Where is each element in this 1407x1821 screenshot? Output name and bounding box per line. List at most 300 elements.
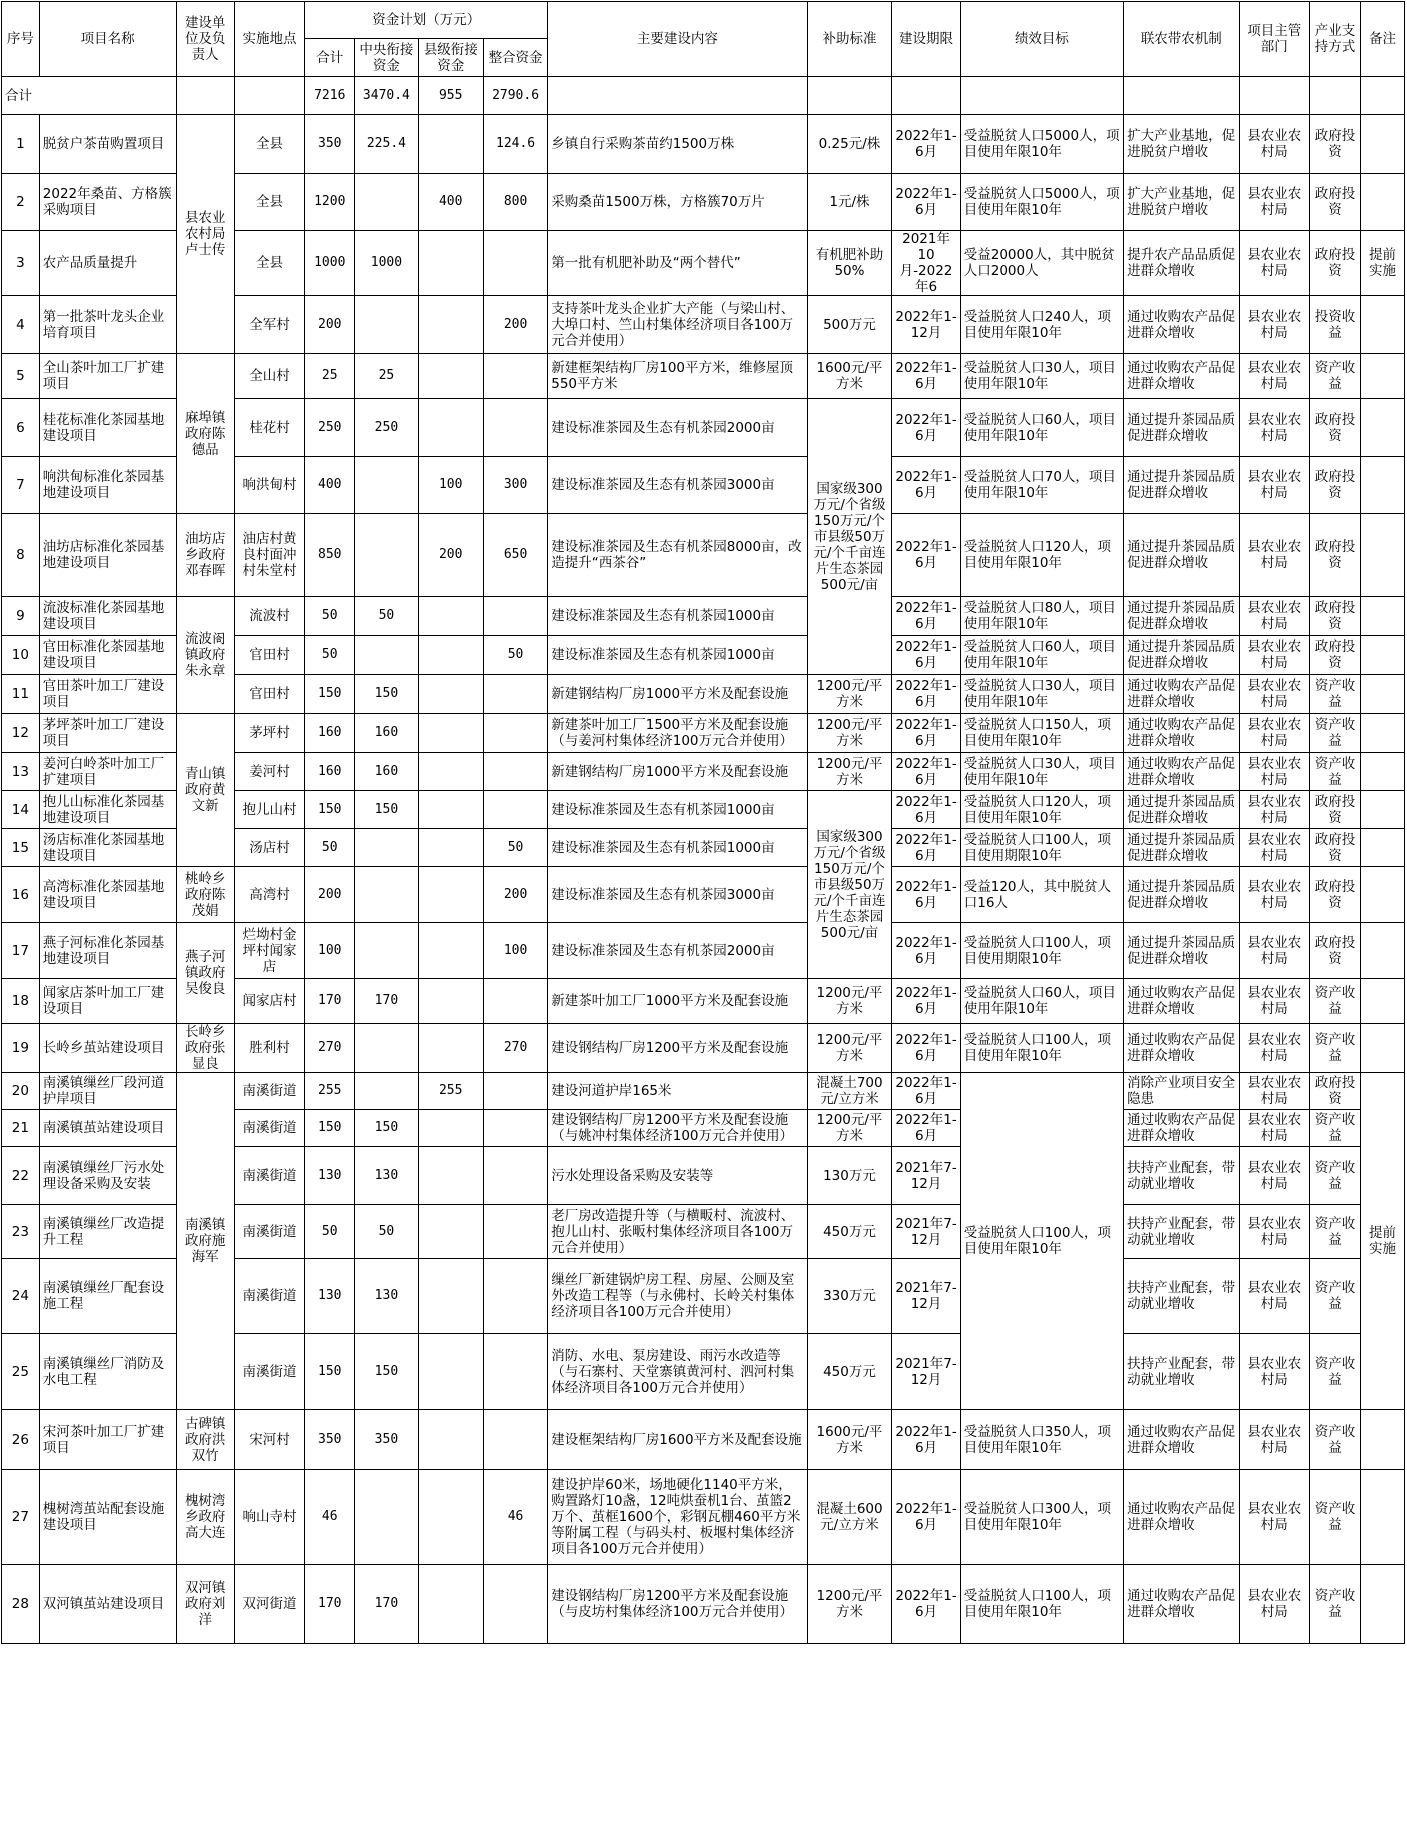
subsidy-standard: 混凝土700元/立方米 — [807, 1073, 892, 1110]
fund-integrated — [483, 1110, 547, 1147]
location: 流波村 — [234, 597, 304, 636]
header-row-1 — [2, 2, 1405, 39]
support-mode: 政府投资 — [1309, 231, 1360, 296]
performance-target: 受益脱贫人口120人，项目使用年限10年 — [960, 514, 1123, 597]
row-no: 21 — [2, 1110, 40, 1147]
fund-central — [355, 829, 418, 867]
remark — [1361, 636, 1405, 675]
fund-integrated: 200 — [483, 296, 547, 354]
farmer-mechanism: 通过提升茶园品质促进群众增收 — [1124, 636, 1239, 675]
period: 2022年1-6月 — [892, 115, 960, 174]
project-name: 汤店标准化茶园基地建设项目 — [39, 829, 176, 867]
main-content: 建设标准茶园及生态有机茶园1000亩 — [548, 791, 807, 829]
project-name: 槐树湾茧站配套设施建设项目 — [39, 1470, 176, 1565]
fund-integrated — [483, 1073, 547, 1110]
fund-central — [355, 174, 418, 231]
department: 县农业农村局 — [1239, 675, 1309, 714]
location: 全军村 — [234, 296, 304, 354]
fund-central: 350 — [355, 1410, 418, 1470]
project-name: 长岭乡茧站建设项目 — [39, 1024, 176, 1073]
remark — [1361, 174, 1405, 231]
header-total: 合计 — [305, 39, 355, 77]
fund-total: 46 — [305, 1470, 355, 1565]
fund-total: 200 — [305, 296, 355, 354]
fund-total: 250 — [305, 399, 355, 457]
main-content: 老厂房改造提升等（与横畈村、流波村、抱儿山村、张畈村集体经济项目各100万元合并使用） — [548, 1205, 807, 1259]
fund-integrated — [483, 231, 547, 296]
main-content: 建设标准茶园及生态有机茶园1000亩 — [548, 636, 807, 675]
period: 2022年1-6月 — [892, 457, 960, 514]
main-content: 建设标准茶园及生态有机茶园2000亩 — [548, 399, 807, 457]
fund-county — [418, 675, 483, 714]
fund-central: 160 — [355, 753, 418, 791]
row-no: 8 — [2, 514, 40, 597]
farmer-mechanism: 扶持产业配套，带动就业增收 — [1124, 1147, 1239, 1205]
construction-unit: 麻埠镇政府陈德品 — [176, 354, 234, 514]
project-name: 南溪镇缫丝厂段河道护岸项目 — [39, 1073, 176, 1110]
period: 2022年1-6月 — [892, 923, 960, 979]
location: 抱儿山村 — [234, 791, 304, 829]
fund-total: 270 — [305, 1024, 355, 1073]
period: 2021年7-12月 — [892, 1259, 960, 1334]
farmer-mechanism: 通过提升茶园品质促进群众增收 — [1124, 597, 1239, 636]
row-no: 17 — [2, 923, 40, 979]
fund-county: 255 — [418, 1073, 483, 1110]
farmer-mechanism: 通过提升茶园品质促进群众增收 — [1124, 457, 1239, 514]
farmer-mechanism: 提升农产品品质促进群众增收 — [1124, 231, 1239, 296]
department: 县农业农村局 — [1239, 1565, 1309, 1644]
period: 2021年10月-2022年6 — [892, 231, 960, 296]
department: 县农业农村局 — [1239, 714, 1309, 753]
fund-total: 25 — [305, 354, 355, 399]
fund-integrated — [483, 354, 547, 399]
main-content: 建设钢结构厂房1200平方米及配套设施（与皮坊村集体经济100万元合并使用） — [548, 1565, 807, 1644]
main-content: 第一批有机肥补助及“两个替代” — [548, 231, 807, 296]
fund-integrated — [483, 1259, 547, 1334]
support-mode: 资产收益 — [1309, 1024, 1360, 1073]
fund-central: 150 — [355, 1334, 418, 1410]
construction-unit: 油坊店乡政府邓春晖 — [176, 514, 234, 597]
fund-integrated: 200 — [483, 867, 547, 923]
fund-total: 50 — [305, 597, 355, 636]
main-content: 消防、水电、泵房建设、雨污水改造等（与石寨村、天堂寨镇黄河村、泗河村集体经济项目各100万元合并使用） — [548, 1334, 807, 1410]
location: 全县 — [234, 174, 304, 231]
fund-integrated — [483, 1410, 547, 1470]
department: 县农业农村局 — [1239, 1470, 1309, 1565]
period: 2021年7-12月 — [892, 1205, 960, 1259]
support-mode: 资产收益 — [1309, 1334, 1360, 1410]
department: 县农业农村局 — [1239, 354, 1309, 399]
support-mode: 政府投资 — [1309, 597, 1360, 636]
fund-county — [418, 597, 483, 636]
fund-county — [418, 115, 483, 174]
fund-total: 150 — [305, 1110, 355, 1147]
location: 南溪街道 — [234, 1259, 304, 1334]
farmer-mechanism: 通过收购农产品促进群众增收 — [1124, 714, 1239, 753]
department: 县农业农村局 — [1239, 923, 1309, 979]
header-mechanism: 联农带农机制 — [1124, 2, 1239, 77]
department: 县农业农村局 — [1239, 457, 1309, 514]
remark — [1361, 115, 1405, 174]
subsidy-standard: 450万元 — [807, 1334, 892, 1410]
farmer-mechanism: 通过收购农产品促进群众增收 — [1124, 753, 1239, 791]
header-subsidy: 补助标准 — [807, 2, 892, 77]
fund-county — [418, 791, 483, 829]
period: 2022年1-6月 — [892, 791, 960, 829]
table-row — [2, 514, 1405, 597]
fund-central: 160 — [355, 714, 418, 753]
main-content: 新建钢结构厂房1000平方米及配套设施 — [548, 675, 807, 714]
fund-total: 130 — [305, 1147, 355, 1205]
fund-integrated: 650 — [483, 514, 547, 597]
support-mode: 资产收益 — [1309, 1470, 1360, 1565]
period: 2022年1-6月 — [892, 174, 960, 231]
farmer-mechanism: 通过提升茶园品质促进群众增收 — [1124, 867, 1239, 923]
table-row — [2, 1410, 1405, 1470]
support-mode: 资产收益 — [1309, 354, 1360, 399]
construction-unit: 槐树湾乡政府高大连 — [176, 1470, 234, 1565]
main-content: 建设标准茶园及生态有机茶园3000亩 — [548, 867, 807, 923]
subsidy-standard: 0.25元/株 — [807, 115, 892, 174]
remark — [1361, 867, 1405, 923]
project-name: 响洪甸标准化茶园基地建设项目 — [39, 457, 176, 514]
fund-central: 150 — [355, 791, 418, 829]
main-content: 建设标准茶园及生态有机茶园2000亩 — [548, 923, 807, 979]
construction-unit: 燕子河镇政府吴俊良 — [176, 923, 234, 1024]
location: 南溪街道 — [234, 1073, 304, 1110]
row-no: 9 — [2, 597, 40, 636]
fund-integrated: 100 — [483, 923, 547, 979]
period: 2022年1-6月 — [892, 1565, 960, 1644]
header-integrated: 整合资金 — [483, 39, 547, 77]
header-unit: 建设单位及负责人 — [176, 2, 234, 77]
fund-total: 150 — [305, 1334, 355, 1410]
row-no: 6 — [2, 399, 40, 457]
period: 2022年1-12月 — [892, 296, 960, 354]
project-name: 高湾标准化茶园基地建设项目 — [39, 867, 176, 923]
fund-total: 100 — [305, 923, 355, 979]
construction-unit: 流波𬮤镇政府朱永章 — [176, 597, 234, 714]
fund-central — [355, 1470, 418, 1565]
row-no: 11 — [2, 675, 40, 714]
period: 2022年1-6月 — [892, 829, 960, 867]
header-no: 序号 — [2, 2, 40, 77]
main-content: 污水处理设备采购及安装等 — [548, 1147, 807, 1205]
location: 高湾村 — [234, 867, 304, 923]
fund-total: 130 — [305, 1259, 355, 1334]
farmer-mechanism: 通过收购农产品促进群众增收 — [1124, 1410, 1239, 1470]
fund-integrated — [483, 1205, 547, 1259]
performance-target: 受益脱贫人口300人，项目使用年限10年 — [960, 1470, 1123, 1565]
location: 闻家店村 — [234, 979, 304, 1024]
support-mode: 政府投资 — [1309, 115, 1360, 174]
location: 官田村 — [234, 675, 304, 714]
row-no: 10 — [2, 636, 40, 675]
performance-target: 受益脱贫人口30人，项目使用年限10年 — [960, 675, 1123, 714]
row-no: 18 — [2, 979, 40, 1024]
farmer-mechanism: 扶持产业配套，带动就业增收 — [1124, 1334, 1239, 1410]
summary-integrated: 2790.6 — [483, 77, 547, 115]
period: 2022年1-6月 — [892, 1470, 960, 1565]
header-county: 县级衔接资金 — [418, 39, 483, 77]
construction-unit: 县农业农村局卢士传 — [176, 115, 234, 354]
support-mode: 政府投资 — [1309, 174, 1360, 231]
project-name: 第一批茶叶龙头企业培育项目 — [39, 296, 176, 354]
subsidy-standard: 混凝土600元/立方米 — [807, 1470, 892, 1565]
department: 县农业农村局 — [1239, 829, 1309, 867]
main-content: 采购桑苗1500万株，方格簇70万片 — [548, 174, 807, 231]
subsidy-standard: 1200元/平方米 — [807, 753, 892, 791]
location: 油店村黄良村面冲村朱堂村 — [234, 514, 304, 597]
farmer-mechanism: 扶持产业配套，带动就业增收 — [1124, 1205, 1239, 1259]
farmer-mechanism: 通过提升茶园品质促进群众增收 — [1124, 923, 1239, 979]
header-support: 产业支持方式 — [1309, 2, 1360, 77]
row-no: 15 — [2, 829, 40, 867]
fund-county — [418, 296, 483, 354]
fund-total: 150 — [305, 791, 355, 829]
location: 官田村 — [234, 636, 304, 675]
fund-county — [418, 1259, 483, 1334]
header-target: 绩效目标 — [960, 2, 1123, 77]
period: 2022年1-6月 — [892, 1110, 960, 1147]
summary-central: 3470.4 — [355, 77, 418, 115]
subsidy-standard: 1200元/平方米 — [807, 979, 892, 1024]
fund-integrated: 300 — [483, 457, 547, 514]
fund-total: 50 — [305, 636, 355, 675]
project-name: 脱贫户茶苗购置项目 — [39, 115, 176, 174]
header-central: 中央衔接资金 — [355, 39, 418, 77]
department: 县农业农村局 — [1239, 514, 1309, 597]
project-name: 全山茶叶加工厂扩建项目 — [39, 354, 176, 399]
fund-integrated — [483, 597, 547, 636]
project-name: 油坊店标准化茶园基地建设项目 — [39, 514, 176, 597]
row-no: 7 — [2, 457, 40, 514]
subsidy-standard: 有机肥补助50% — [807, 231, 892, 296]
fund-county — [418, 979, 483, 1024]
period: 2021年7-12月 — [892, 1147, 960, 1205]
support-mode: 资产收益 — [1309, 1565, 1360, 1644]
construction-unit: 长岭乡政府张显良 — [176, 1024, 234, 1073]
fund-central: 1000 — [355, 231, 418, 296]
fund-integrated: 124.6 — [483, 115, 547, 174]
support-mode: 政府投资 — [1309, 829, 1360, 867]
row-no: 22 — [2, 1147, 40, 1205]
farmer-mechanism: 通过提升茶园品质促进群众增收 — [1124, 399, 1239, 457]
farmer-mechanism: 通过收购农产品促进群众增收 — [1124, 1565, 1239, 1644]
main-content: 缫丝厂新建锅炉房工程、房屋、公厕及室外改造工程等（与永佛村、长岭关村集体经济项目各100万元合并使用） — [548, 1259, 807, 1334]
performance-target: 受益脱贫人口350人，项目使用年限10年 — [960, 1410, 1123, 1470]
table-row — [2, 115, 1405, 174]
location: 全山村 — [234, 354, 304, 399]
department: 县农业农村局 — [1239, 867, 1309, 923]
row-no: 2 — [2, 174, 40, 231]
farmer-mechanism: 通过收购农产品促进群众增收 — [1124, 296, 1239, 354]
fund-integrated: 800 — [483, 174, 547, 231]
remark — [1361, 1470, 1405, 1565]
department: 县农业农村局 — [1239, 791, 1309, 829]
performance-target: 受益120人，其中脱贫人口16人 — [960, 867, 1123, 923]
support-mode: 资产收益 — [1309, 1410, 1360, 1470]
period: 2022年1-6月 — [892, 636, 960, 675]
remark — [1361, 399, 1405, 457]
remark — [1361, 1024, 1405, 1073]
performance-target: 受益脱贫人口70人，项目使用年限10年 — [960, 457, 1123, 514]
subsidy-standard: 1600元/平方米 — [807, 354, 892, 399]
department: 县农业农村局 — [1239, 753, 1309, 791]
remark — [1361, 597, 1405, 636]
subsidy-standard: 1200元/平方米 — [807, 1110, 892, 1147]
location: 全县 — [234, 231, 304, 296]
row-no: 5 — [2, 354, 40, 399]
main-content: 建设钢结构厂房1200平方米及配套设施（与姚冲村集体经济100万元合并使用） — [548, 1110, 807, 1147]
fund-central: 50 — [355, 597, 418, 636]
subsidy-standard: 500万元 — [807, 296, 892, 354]
fund-integrated — [483, 791, 547, 829]
support-mode: 政府投资 — [1309, 514, 1360, 597]
period: 2022年1-6月 — [892, 597, 960, 636]
fund-integrated — [483, 753, 547, 791]
summary-label: 合计 — [2, 77, 177, 115]
subsidy-standard: 1200元/平方米 — [807, 1024, 892, 1073]
period: 2022年1-6月 — [892, 1410, 960, 1470]
summary-row — [2, 77, 1405, 115]
fund-total: 850 — [305, 514, 355, 597]
location: 南溪街道 — [234, 1110, 304, 1147]
fund-county — [418, 1110, 483, 1147]
support-mode: 政府投资 — [1309, 457, 1360, 514]
subsidy-standard: 1600元/平方米 — [807, 1410, 892, 1470]
summary-county: 955 — [418, 77, 483, 115]
project-name: 2022年桑苗、方格簇采购项目 — [39, 174, 176, 231]
performance-target: 受益20000人，其中脱贫人口2000人 — [960, 231, 1123, 296]
farmer-mechanism: 通过收购农产品促进群众增收 — [1124, 1024, 1239, 1073]
location: 响洪甸村 — [234, 457, 304, 514]
period: 2021年7-12月 — [892, 1334, 960, 1410]
project-name: 农产品质量提升 — [39, 231, 176, 296]
support-mode: 政府投资 — [1309, 1073, 1360, 1110]
support-mode: 政府投资 — [1309, 867, 1360, 923]
performance-target: 受益脱贫人口30人，项目使用年限10年 — [960, 354, 1123, 399]
department: 县农业农村局 — [1239, 296, 1309, 354]
department: 县农业农村局 — [1239, 174, 1309, 231]
fund-integrated: 50 — [483, 636, 547, 675]
fund-total: 150 — [305, 675, 355, 714]
row-no: 27 — [2, 1470, 40, 1565]
farmer-mechanism: 扩大产业基地，促进脱贫户增收 — [1124, 174, 1239, 231]
main-content: 新建框架结构厂房100平方米，维修屋顶550平方米 — [548, 354, 807, 399]
header-name: 项目名称 — [39, 2, 176, 77]
support-mode: 资产收益 — [1309, 714, 1360, 753]
main-content: 建设护岸60米，场地硬化1140平方米，购置路灯10盏，12吨烘蚕机1台、茧篮2万个、茧框1600个，彩钢瓦棚460平方米等附属工程（与码头村、板堰村集体经济项目各100万元合并使用） — [548, 1470, 807, 1565]
fund-central: 250 — [355, 399, 418, 457]
fund-central: 150 — [355, 675, 418, 714]
department: 县农业农村局 — [1239, 231, 1309, 296]
performance-target: 受益脱贫人口30人，项目使用年限10年 — [960, 753, 1123, 791]
department: 县农业农村局 — [1239, 636, 1309, 675]
fund-county — [418, 636, 483, 675]
main-content: 支持茶叶龙头企业扩大产能（与梁山村、大埠口村、竺山村集体经济项目各100万元合并使用） — [548, 296, 807, 354]
performance-target: 受益脱贫人口5000人，项目使用年限10年 — [960, 174, 1123, 231]
location: 南溪街道 — [234, 1205, 304, 1259]
remark: 提前实施 — [1361, 1073, 1405, 1410]
fund-county — [418, 1147, 483, 1205]
project-name: 南溪镇缫丝厂消防及水电工程 — [39, 1334, 176, 1410]
period: 2022年1-6月 — [892, 714, 960, 753]
department: 县农业农村局 — [1239, 1410, 1309, 1470]
fund-integrated: 46 — [483, 1470, 547, 1565]
remark — [1361, 714, 1405, 753]
subsidy-standard: 国家级300万元/个省级150万元/个市县级50万元/个千亩连片生态茶园500元/亩 — [807, 399, 892, 675]
subsidy-standard: 450万元 — [807, 1205, 892, 1259]
project-name: 官田茶叶加工厂建设项目 — [39, 675, 176, 714]
remark — [1361, 979, 1405, 1024]
fund-central: 170 — [355, 1565, 418, 1644]
row-no: 19 — [2, 1024, 40, 1073]
location: 双河街道 — [234, 1565, 304, 1644]
fund-total: 160 — [305, 714, 355, 753]
performance-target: 受益脱贫人口120人，项目使用年限10年 — [960, 791, 1123, 829]
fund-integrated — [483, 399, 547, 457]
main-content: 建设标准茶园及生态有机茶园3000亩 — [548, 457, 807, 514]
fund-central: 150 — [355, 1110, 418, 1147]
fund-total: 350 — [305, 115, 355, 174]
main-content: 新建钢结构厂房1000平方米及配套设施 — [548, 753, 807, 791]
fund-county: 400 — [418, 174, 483, 231]
table-row — [2, 923, 1405, 979]
fund-total: 160 — [305, 753, 355, 791]
support-mode: 资产收益 — [1309, 675, 1360, 714]
period: 2022年1-6月 — [892, 399, 960, 457]
main-content: 建设标准茶园及生态有机茶园8000亩，改造提升“西茶谷” — [548, 514, 807, 597]
remark — [1361, 1410, 1405, 1470]
row-no: 20 — [2, 1073, 40, 1110]
location: 姜河村 — [234, 753, 304, 791]
remark — [1361, 791, 1405, 829]
farmer-mechanism: 通过收购农产品促进群众增收 — [1124, 675, 1239, 714]
project-name: 南溪镇缫丝厂改造提升工程 — [39, 1205, 176, 1259]
fund-county: 100 — [418, 457, 483, 514]
subsidy-standard: 1元/株 — [807, 174, 892, 231]
performance-target: 受益脱贫人口60人，项目使用年限10年 — [960, 636, 1123, 675]
farmer-mechanism: 通过收购农产品促进群众增收 — [1124, 979, 1239, 1024]
table-row — [2, 597, 1405, 636]
summary-total: 7216 — [305, 77, 355, 115]
table-row — [2, 1024, 1405, 1073]
fund-county — [418, 1205, 483, 1259]
table-row — [2, 1073, 1405, 1110]
fund-integrated — [483, 1565, 547, 1644]
row-no: 25 — [2, 1334, 40, 1410]
farmer-mechanism: 扩大产业基地，促进脱贫户增收 — [1124, 115, 1239, 174]
location: 南溪街道 — [234, 1147, 304, 1205]
header-fund-plan: 资金计划（万元） — [305, 2, 548, 39]
fund-central — [355, 636, 418, 675]
main-content: 建设河道护岸165米 — [548, 1073, 807, 1110]
fund-total: 1200 — [305, 174, 355, 231]
row-no: 13 — [2, 753, 40, 791]
farmer-mechanism: 通过提升茶园品质促进群众增收 — [1124, 514, 1239, 597]
support-mode: 资产收益 — [1309, 979, 1360, 1024]
fund-integrated — [483, 979, 547, 1024]
row-no: 14 — [2, 791, 40, 829]
subsidy-standard: 国家级300万元/个省级150万元/个市县级50万元/个千亩连片生态茶园500元/亩 — [807, 791, 892, 979]
performance-target: 受益脱贫人口60人，项目使用年限10年 — [960, 399, 1123, 457]
support-mode: 政府投资 — [1309, 636, 1360, 675]
department: 县农业农村局 — [1239, 1110, 1309, 1147]
fund-central — [355, 867, 418, 923]
subsidy-standard: 1200元/平方米 — [807, 1565, 892, 1644]
support-mode: 政府投资 — [1309, 791, 1360, 829]
